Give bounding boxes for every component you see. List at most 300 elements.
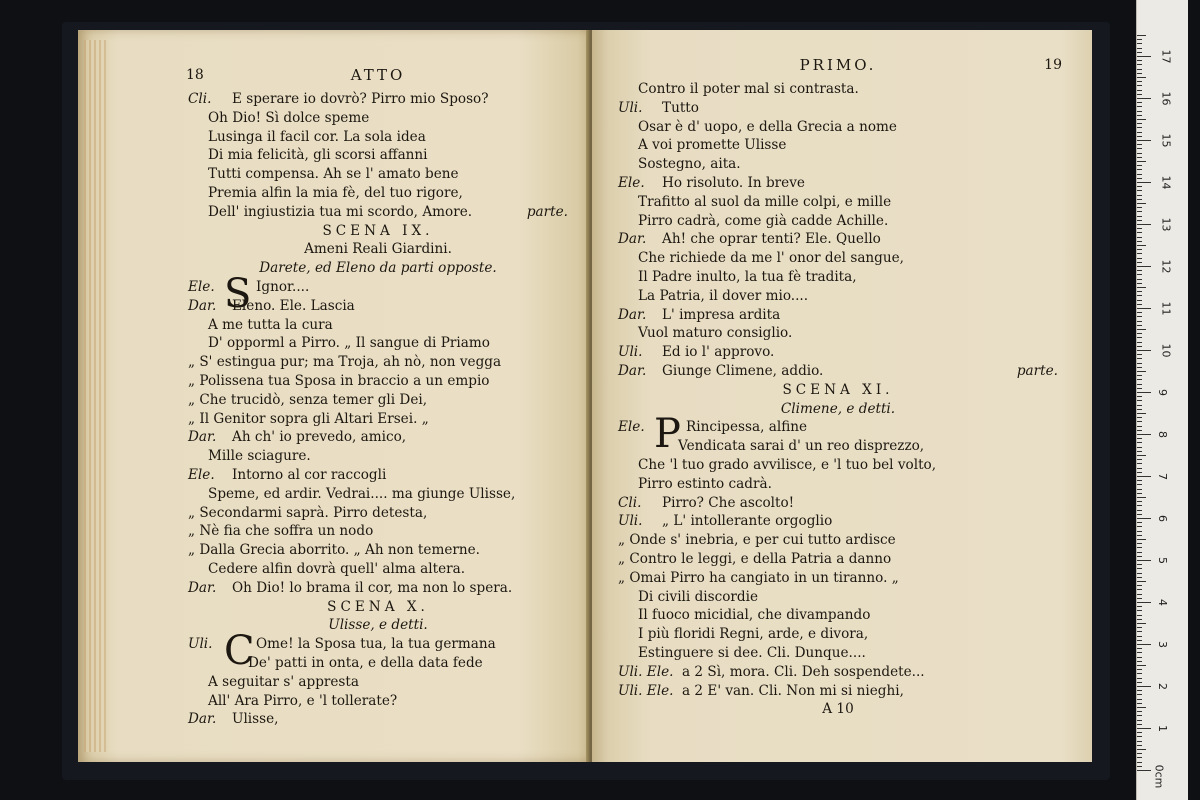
ruler-number: 8 <box>1156 431 1169 438</box>
text-line <box>618 249 1058 268</box>
ruler-tick <box>1137 312 1142 313</box>
verse-text: a 2 Sì, mora. Cli. Deh sospendete... <box>682 663 925 680</box>
verse-text: Pirro estinto cadrà. <box>638 475 772 492</box>
ruler-tick <box>1137 182 1151 183</box>
verse-text: „ Nè fia che soffra un nodo <box>188 523 374 540</box>
ruler-tick <box>1137 556 1142 557</box>
ruler-tick <box>1137 363 1142 364</box>
verse-text: De' patti in onta, e della data fede <box>248 654 483 671</box>
drop-cap: S <box>224 270 252 317</box>
scene-heading: SCENA X. <box>327 598 429 615</box>
text-line <box>188 654 568 673</box>
ruler-tick <box>1137 715 1142 716</box>
verse-text: Tutti compensa. Ah se l' amato bene <box>208 166 459 183</box>
ruler-tick <box>1137 686 1151 687</box>
verse-text: Di civili discordie <box>638 588 758 605</box>
ruler-tick <box>1137 535 1142 536</box>
ruler-tick <box>1137 514 1142 515</box>
speaker-label: Uli. <box>188 636 213 653</box>
text-line <box>188 504 568 523</box>
stage-direction: Ulisse, e detti. <box>328 617 428 634</box>
ruler-tick <box>1137 430 1142 431</box>
ruler-tick <box>1137 178 1142 179</box>
ruler-unit-label: 0cm <box>1152 764 1166 789</box>
ruler-tick <box>1137 543 1142 544</box>
verse-text: Che 'l tuo grado avvilisce, e 'l tuo bel volto, <box>638 456 937 473</box>
ruler-tick <box>1137 640 1142 641</box>
ruler-tick <box>1137 153 1142 154</box>
right-page-text <box>618 56 1062 719</box>
verse-text: Pirro? Che ascolto! <box>662 494 795 511</box>
speaker-label: Uli. <box>618 513 643 530</box>
verse-text: I più floridi Regni, arde, e divora, <box>638 626 869 643</box>
speaker-label: Ele. <box>618 174 645 191</box>
stage-direction: Ameni Reali Giardini. <box>304 241 452 258</box>
ruler-tick <box>1137 426 1142 427</box>
ruler-number: 16 <box>1159 91 1173 106</box>
text-line <box>188 316 568 335</box>
ruler-tick <box>1137 136 1142 137</box>
scene-heading: SCENA IX. <box>322 222 434 239</box>
verse-text: Contro il poter mal si contrasta. <box>638 81 859 97</box>
text-line <box>188 184 568 203</box>
ruler-tick <box>1137 501 1142 502</box>
ruler-tick <box>1137 161 1146 162</box>
verse-text: All' Ara Pirro, e 'l tollerate? <box>208 692 398 709</box>
ruler-tick <box>1137 678 1142 679</box>
text-line <box>618 625 1058 644</box>
verse-text: Mille sciagure. <box>208 448 311 465</box>
ruler-tick <box>1137 216 1142 217</box>
speaker-label: Dar. <box>188 297 217 314</box>
ruler-tick <box>1137 669 1142 670</box>
ruler-tick <box>1137 379 1142 380</box>
text-line <box>618 324 1058 343</box>
ruler-tick <box>1137 468 1142 469</box>
running-head <box>188 66 568 90</box>
verse-text: „ Onde s' inebria, e per cui tutto ardisce <box>618 532 896 549</box>
ruler-tick <box>1137 552 1142 553</box>
text-line <box>618 136 1058 155</box>
ruler-tick <box>1137 140 1151 141</box>
text-line <box>618 663 1058 682</box>
ruler-tick <box>1137 295 1142 296</box>
ruler-number: 13 <box>1159 217 1173 232</box>
speaker-label: Uli. Ele. <box>618 663 674 680</box>
ruler-tick <box>1137 762 1142 763</box>
ruler-tick <box>1137 354 1142 355</box>
ruler-tick <box>1137 581 1146 582</box>
right-page <box>592 30 1092 762</box>
text-line <box>618 230 1058 249</box>
text-line <box>188 334 568 353</box>
speaker-label: Dar. <box>188 711 217 728</box>
verse-text: Ah! che oprar tenti? Ele. Quello <box>662 231 881 248</box>
stage-direction: A 10 <box>822 701 854 718</box>
ruler-tick <box>1137 631 1142 632</box>
ruler-tick <box>1137 694 1142 695</box>
ruler-tick <box>1137 732 1142 733</box>
ruler-tick <box>1137 585 1142 586</box>
ruler-tick <box>1137 661 1142 662</box>
ruler-tick <box>1137 405 1142 406</box>
text-line <box>618 494 1058 513</box>
ruler-tick <box>1137 291 1142 292</box>
ruler-number: 6 <box>1156 515 1169 522</box>
left-page <box>78 30 590 762</box>
speaker-label: Dar. <box>618 231 647 248</box>
ruler-tick <box>1137 699 1142 700</box>
verse-text: Sostegno, aita. <box>638 156 741 173</box>
ruler-tick <box>1137 766 1142 767</box>
text-line <box>188 240 568 259</box>
text-line <box>188 710 568 729</box>
ruler-tick <box>1137 333 1142 334</box>
text-line <box>618 531 1058 550</box>
page-number: 19 <box>1044 57 1062 73</box>
ruler-tick <box>1137 371 1146 372</box>
ruler-tick <box>1137 279 1142 280</box>
verse-text: Trafitto al suol da mille colpi, e mille <box>638 193 892 210</box>
verse-text: Cedere alfin dovrà quell' alma altera. <box>208 560 466 577</box>
ruler-tick <box>1137 518 1151 519</box>
ruler-tick <box>1137 165 1142 166</box>
ruler-tick <box>1137 472 1142 473</box>
ruler-number: 7 <box>1156 473 1169 480</box>
ruler-tick <box>1137 253 1142 254</box>
ruler-tick <box>1137 409 1142 410</box>
drop-cap: C <box>224 628 255 675</box>
ruler-tick <box>1137 98 1151 99</box>
verse-text: Oh Dio! Sì dolce speme <box>208 109 370 126</box>
ruler-tick <box>1137 644 1151 645</box>
ruler-tick <box>1137 300 1142 301</box>
text-line <box>618 606 1058 625</box>
ruler-tick <box>1137 606 1142 607</box>
verse-text: Eleno. Ele. Lascia <box>232 297 355 314</box>
text-line <box>618 193 1058 212</box>
text-line <box>618 306 1058 325</box>
ruler-tick <box>1137 539 1146 540</box>
text-line <box>618 588 1058 607</box>
ruler-tick <box>1137 480 1142 481</box>
ruler-tick <box>1137 39 1142 40</box>
verse-text: „ Il Genitor sopra gli Altari Ersei. „ <box>188 410 429 427</box>
stage-direction: parte. <box>1016 362 1058 379</box>
ruler-tick <box>1137 400 1142 401</box>
ruler-tick <box>1137 127 1142 128</box>
text-line <box>618 381 1058 400</box>
verse-text: Che richiede da me l' onor del sangue, <box>638 250 905 267</box>
left-page-text <box>188 66 568 729</box>
ruler-tick <box>1137 270 1142 271</box>
ruler-tick <box>1137 665 1146 666</box>
ruler-tick <box>1137 724 1142 725</box>
ruler-tick <box>1137 497 1146 498</box>
ruler-tick <box>1137 421 1142 422</box>
text-line <box>618 400 1058 419</box>
speaker-label: Ele. <box>188 278 215 295</box>
ruler-tick <box>1137 258 1142 259</box>
ruler-tick <box>1137 249 1142 250</box>
ruler-tick <box>1137 447 1142 448</box>
ruler-tick <box>1137 615 1142 616</box>
verse-text: „ Secondarmi saprà. Pirro detesta, <box>188 504 428 521</box>
ruler-tick <box>1137 711 1142 712</box>
verse-text: Lusinga il facil cor. La sola idea <box>208 128 426 145</box>
text-line <box>188 203 568 222</box>
verse-text: Ignor.... <box>256 278 310 295</box>
text-line <box>188 128 568 147</box>
text-line <box>188 165 568 184</box>
text-line <box>188 579 568 598</box>
ruler-tick <box>1137 220 1142 221</box>
verse-text: Il Padre inulto, la tua fè tradita, <box>638 268 857 285</box>
ruler-tick <box>1137 703 1142 704</box>
ruler-tick <box>1137 745 1142 746</box>
ruler-number: 10 <box>1159 343 1173 358</box>
ruler-number: 9 <box>1156 389 1169 396</box>
ruler-tick <box>1137 749 1146 750</box>
ruler-number: 3 <box>1156 641 1169 648</box>
drop-cap: P <box>654 411 681 458</box>
ruler-number: 17 <box>1159 49 1173 64</box>
ruler-tick <box>1137 35 1146 36</box>
text-line <box>188 541 568 560</box>
text-line <box>618 268 1058 287</box>
ruler-tick <box>1137 69 1142 70</box>
text-line <box>188 560 568 579</box>
text-line <box>188 109 568 128</box>
text-line <box>618 343 1058 362</box>
ruler-tick <box>1137 451 1142 452</box>
ruler-tick <box>1137 266 1151 267</box>
ruler-tick <box>1137 43 1142 44</box>
verse-text: Ulisse, <box>232 711 279 728</box>
text-line <box>188 598 568 617</box>
text-line <box>188 466 568 485</box>
ruler-tick <box>1137 90 1142 91</box>
ruler-tick <box>1137 207 1142 208</box>
measurement-ruler <box>1136 0 1188 800</box>
speaker-label: Uli. Ele. <box>618 682 674 699</box>
text-line <box>618 550 1058 569</box>
running-head-title: ATTO <box>350 66 406 84</box>
text-line <box>188 428 568 447</box>
ruler-tick <box>1137 392 1151 393</box>
speaker-label: Dar. <box>618 306 647 323</box>
ruler-tick <box>1137 94 1142 95</box>
ruler-tick <box>1137 52 1142 53</box>
ruler-number: 12 <box>1159 259 1173 274</box>
speaker-label: Cli. <box>618 494 642 511</box>
ruler-tick <box>1137 358 1142 359</box>
ruler-number: 1 <box>1156 725 1169 732</box>
ruler-tick <box>1137 337 1142 338</box>
text-line <box>618 287 1058 306</box>
verse-text: Di mia felicità, gli scorsi affanni <box>208 147 428 164</box>
ruler-tick <box>1137 757 1142 758</box>
ruler-tick <box>1137 442 1142 443</box>
text-line <box>618 512 1058 531</box>
ruler-tick <box>1137 568 1142 569</box>
ruler-tick <box>1137 753 1142 754</box>
ruler-tick <box>1137 413 1146 414</box>
ruler-tick <box>1137 123 1142 124</box>
verse-text: A seguitar s' appresta <box>208 673 359 690</box>
verse-text: „ Che trucidò, senza temer gli Dei, <box>188 391 428 408</box>
ruler-tick <box>1137 308 1151 309</box>
ruler-tick <box>1137 463 1142 464</box>
ruler-tick <box>1137 375 1142 376</box>
ruler-tick <box>1137 522 1142 523</box>
text-line <box>618 456 1058 475</box>
ruler-tick <box>1137 232 1142 233</box>
text-line <box>618 475 1058 494</box>
ruler-tick <box>1137 657 1142 658</box>
stage-direction: Darete, ed Eleno da parti opposte. <box>259 260 497 277</box>
ruler-tick <box>1137 594 1142 595</box>
verse-text: Tutto <box>662 99 699 116</box>
ruler-tick <box>1137 186 1142 187</box>
ruler-tick <box>1137 287 1146 288</box>
ruler-tick <box>1137 493 1142 494</box>
ruler-tick <box>1137 728 1151 729</box>
ruler-tick <box>1137 350 1151 351</box>
ruler-tick <box>1137 388 1142 389</box>
verse-text: Dell' ingiustizia tua mi scordo, Amore. <box>208 203 473 220</box>
text-line <box>188 391 568 410</box>
verse-text: A voi promette Ulisse <box>638 137 787 154</box>
verse-text: Vuol maturo consiglio. <box>638 325 793 342</box>
text-line <box>618 155 1058 174</box>
ruler-tick <box>1137 237 1142 238</box>
verse-text: Intorno al cor raccogli <box>232 466 387 483</box>
ruler-tick <box>1137 115 1142 116</box>
ruler-tick <box>1137 329 1146 330</box>
ruler-tick <box>1137 262 1142 263</box>
verse-text: Premia alfin la mia fè, del tuo rigore, <box>208 184 463 201</box>
speaker-label: Uli. <box>618 344 643 361</box>
ruler-tick <box>1137 119 1146 120</box>
ruler-tick <box>1137 174 1142 175</box>
ruler-tick <box>1137 648 1142 649</box>
ruler-tick <box>1137 438 1142 439</box>
stage-direction: parte. <box>526 203 568 220</box>
verse-text: Rincipessa, alfine <box>686 419 808 436</box>
ruler-tick <box>1137 510 1142 511</box>
verse-text: A me tutta la cura <box>208 316 333 333</box>
verse-text: Estinguere si dee. Cli. Dunque.... <box>638 644 866 661</box>
ruler-tick <box>1137 77 1146 78</box>
ruler-tick <box>1137 434 1151 435</box>
speaker-label: Dar. <box>618 362 647 379</box>
text-line <box>618 362 1058 381</box>
ruler-tick <box>1137 245 1146 246</box>
ruler-tick <box>1137 673 1142 674</box>
text-line <box>188 372 568 391</box>
ruler-tick <box>1137 531 1142 532</box>
text-line <box>618 118 1058 137</box>
ruler-tick <box>1137 342 1142 343</box>
ruler-number: 15 <box>1159 133 1173 148</box>
ruler-tick <box>1137 564 1142 565</box>
ruler-tick <box>1137 56 1151 57</box>
ruler-tick <box>1137 81 1142 82</box>
running-head <box>618 56 1062 80</box>
ruler-tick <box>1137 602 1151 603</box>
stage-direction: Climene, e detti. <box>780 400 896 417</box>
ruler-tick <box>1137 190 1142 191</box>
ruler-tick <box>1137 367 1142 368</box>
ruler-tick <box>1137 619 1142 620</box>
verse-text: Pirro cadrà, come già cadde Achille. <box>638 212 889 229</box>
verse-text: Ah ch' io prevedo, amico, <box>232 429 407 446</box>
text-line <box>618 682 1058 701</box>
ruler-tick <box>1137 228 1142 229</box>
text-line <box>618 174 1058 193</box>
ruler-tick <box>1137 304 1142 305</box>
ruler-tick <box>1137 199 1142 200</box>
verse-text: Vendicata sarai d' un reo disprezzo, <box>678 438 925 455</box>
verse-text: Ho risoluto. In breve <box>662 174 805 191</box>
text-line <box>188 692 568 711</box>
text-line <box>618 644 1058 663</box>
verse-text: „ L' intollerante orgoglio <box>662 513 833 530</box>
scene-heading: SCENA XI. <box>782 381 894 398</box>
ruler-tick <box>1137 736 1142 737</box>
ruler-tick <box>1137 505 1142 506</box>
ruler-tick <box>1137 610 1142 611</box>
ruler-tick <box>1137 346 1142 347</box>
ruler-tick <box>1137 106 1142 107</box>
ruler-tick <box>1137 627 1142 628</box>
verse-text: E sperare io dovrò? Pirro mio Sposo? <box>232 91 489 107</box>
ruler-tick <box>1137 48 1142 49</box>
ruler-tick <box>1137 690 1142 691</box>
speaker-label: Ele. <box>618 419 645 436</box>
text-line <box>188 353 568 372</box>
text-line <box>188 522 568 541</box>
speaker-label: Dar. <box>188 429 217 446</box>
ruler-tick <box>1137 489 1142 490</box>
verse-text: L' impresa ardita <box>662 306 781 323</box>
verse-text: „ S' estingua pur; ma Troja, ah nò, non vegga <box>188 354 502 371</box>
verse-text: D' opporml a Pirro. „ Il sangue di Priamo <box>208 335 490 352</box>
verse-text: Speme, ed ardir. Vedrai.... ma giunge Ulisse, <box>208 485 516 502</box>
ruler-tick <box>1137 476 1151 477</box>
ruler-tick <box>1137 148 1142 149</box>
ruler-tick <box>1137 623 1146 624</box>
ruler-tick <box>1137 577 1142 578</box>
ruler-number: 2 <box>1156 683 1169 690</box>
ruler-tick <box>1137 417 1142 418</box>
ruler-tick <box>1137 111 1142 112</box>
verse-text: „ Dalla Grecia aborrito. „ Ah non temerne. <box>188 542 480 559</box>
ruler-number: 4 <box>1156 599 1169 606</box>
verse-text: Ed io l' approvo. <box>662 344 775 361</box>
ruler-tick <box>1137 102 1142 103</box>
running-head-title: PRIMO. <box>799 56 877 74</box>
text-line <box>618 700 1058 719</box>
speaker-label: Cli. <box>188 91 212 107</box>
verse-text: Il fuoco micidial, che divampando <box>638 607 871 624</box>
ruler-tick <box>1137 283 1142 284</box>
verse-text: La Patria, il dover mio.... <box>638 287 809 304</box>
ruler-tick <box>1137 325 1142 326</box>
text-line <box>188 297 568 316</box>
text-line <box>188 485 568 504</box>
